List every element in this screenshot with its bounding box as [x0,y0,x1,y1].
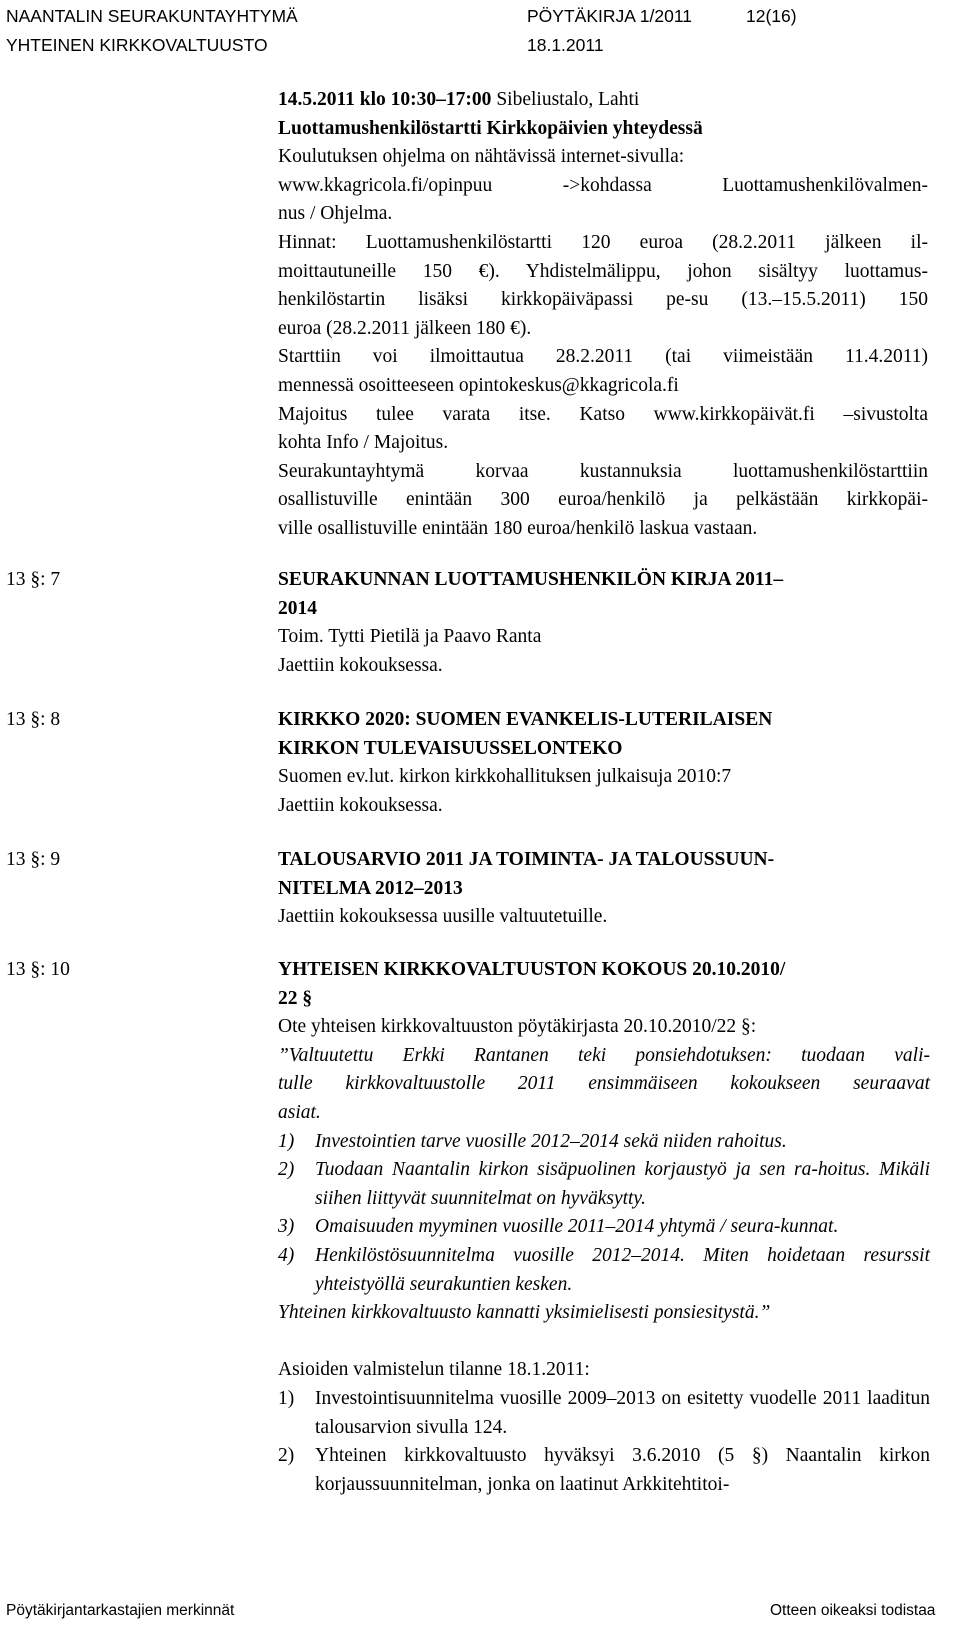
intro-line: euroa (28.2.2011 jälkeen 180 €). [278,317,532,339]
item-content [278,846,930,932]
list-text: Investointien tarve vuosille 2012–2014 sekä niiden rahoitus. [315,1130,787,1152]
item-content [278,706,930,820]
item-number: 13 §: 7 [6,569,61,590]
quote-line: tulle kirkkovaltuustolle 2011 ensimmäiseen kokoukseen seuraavat [278,1073,930,1095]
item-text: Toim. Tytti Pietilä ja Paavo Ranta [278,626,542,648]
intro-line: Koulutuksen ohjelma on nähtävissä internet-sivulla: [278,146,685,168]
intro-line: Starttiin voi ilmoittautua 28.2.2011 (tai viimeistään 11.4.2011) [278,346,928,368]
intro-line: henkilöstartin lisäksi kirkkopäiväpassi pe-su (13.–15.5.2011) 150 [278,289,928,311]
header-organisation [6,2,298,60]
list-item [278,1242,930,1299]
intro-line: Hinnat: Luottamushenkilöstartti 120 euroa (28.2.2011 jälkeen il- [278,231,928,253]
intro-block [278,86,928,544]
footer-certified: Otteen oikeaksi todistaa [770,1602,936,1619]
intro-line: kohta Info / Majoitus. [278,432,449,454]
header-doc: PÖYTÄKIRJA 1/2011 [527,6,693,26]
item-text: Jaettiin kokouksessa. [278,794,443,816]
header-page-number: 12(16) [746,6,797,26]
header-document [527,2,692,60]
item-title: YHTEISEN KIRKKOVALTUUSTON KOKOUS 20.10.2010/ [278,959,786,980]
list-number: 1) [278,1387,295,1409]
intro-line: Seurakuntayhtymä korvaa kustannuksia luottamushenkilöstarttiin [278,460,928,482]
item-content [278,956,930,1499]
list-item [278,1442,930,1499]
quote-line: ”Valtuutettu Erkki Rantanen teki ponsiehdotuksen: tuodaan vali- [278,1044,930,1066]
header-date: 18.1.2011 [527,35,604,55]
list-item [278,1156,930,1213]
event-datetime: 14.5.2011 klo 10:30–17:00 [278,89,492,110]
header-org: NAANTALIN SEURAKUNTAYHTYMÄ [6,6,298,26]
list-item [278,1385,930,1442]
intro-line: mennessä osoitteeseen opintokeskus@kkagricola.fi [278,374,679,396]
item-title: 22 § [278,987,313,1009]
list-text: Investointisuunnitelma vuosille 2009–2013 on esitetty vuodelle 2011 laaditun talousarvion sivulla 124. [315,1387,930,1438]
status-title: Asioiden valmistelun tilanne 18.1.2011: [278,1359,590,1381]
item-title: NITELMA 2012–2013 [278,877,463,899]
proposal-list [278,1128,930,1300]
list-text: Yhteinen kirkkovaltuusto hyväksyi 3.6.2010 (5 §) Naantalin kirkon korjaussuunnitelman, jonka on laatinut Arkkitehtitoi- [315,1445,930,1495]
list-number: 4) [278,1244,295,1266]
item-text: Jaettiin kokouksessa. [278,654,443,676]
list-item [278,1128,930,1157]
intro-line: ville osallistuville enintään 180 euroa/henkilö laskua vastaan. [278,517,758,539]
intro-line: osallistuville enintään 300 euroa/henkilö ja pelkästään kirkkopäi- [278,489,928,511]
item-title: 2014 [278,597,317,619]
spacer [278,1328,930,1357]
list-text: Tuodaan Naantalin kirkon sisäpuolinen korjaustyö ja sen ra-hoitus. Mikäli siihen liittyvät suunnitelmat on hyväksytty. [315,1159,930,1209]
item-title: KIRKKO 2020: SUOMEN EVANKELIS-LUTERILAISEN [278,709,773,730]
item-text: Suomen ev.lut. kirkon kirkkohallituksen julkaisuja 2010:7 [278,766,732,788]
list-number: 3) [278,1216,295,1238]
list-number: 1) [278,1130,295,1152]
footer-inspectors-note: Pöytäkirjantarkastajien merkinnät [6,1602,235,1619]
intro-line: www.kkagricola.fi/opinpuu ->kohdassa Luottamushenkilövalmen- [278,174,928,196]
intro-line: Majoitus tulee varata itse. Katso www.kirkkopäivät.fi –sivustolta [278,403,928,425]
list-number: 2) [278,1159,295,1181]
decision-text: Yhteinen kirkkovaltuusto kannatti yksimielisesti ponsiesitystä.” [278,1302,771,1324]
list-item [278,1213,930,1242]
list-number: 2) [278,1445,295,1467]
item-number: 13 §: 10 [6,959,70,980]
item-text: Jaettiin kokouksessa uusille valtuutetuille. [278,906,608,928]
quote-line: asiat. [278,1101,321,1123]
item-title: KIRKON TULEVAISUUSSELONTEKO [278,737,623,759]
list-text: Henkilöstösuunnitelma vuosille 2012–2014. Miten hoidetaan resurssit yhteistyöllä seurakuntien kesken. [315,1244,930,1295]
item-text: Ote yhteisen kirkkovaltuuston pöytäkirjasta 20.10.2010/22 §: [278,1016,757,1038]
event-title: Luottamushenkilöstartti Kirkkopäivien yhteydessä [278,117,703,139]
item-title: SEURAKUNNAN LUOTTAMUSHENKILÖN KIRJA 2011– [278,569,784,590]
item-title: TALOUSARVIO 2011 JA TOIMINTA- JA TALOUSSUUN- [278,849,775,870]
item-content [278,566,930,680]
intro-line: nus / Ohjelma. [278,203,393,225]
item-number: 13 §: 8 [6,709,61,730]
event-venue: Sibeliustalo, Lahti [491,89,640,110]
list-text: Omaisuuden myyminen vuosille 2011–2014 yhtymä / seura-kunnat. [315,1216,839,1238]
status-list [278,1385,930,1499]
header-body: YHTEINEN KIRKKOVALTUUSTO [6,35,268,55]
item-number: 13 §: 9 [6,849,61,870]
intro-line: moittautuneille 150 €). Yhdistelmälippu, johon sisältyy luottamus- [278,260,928,282]
